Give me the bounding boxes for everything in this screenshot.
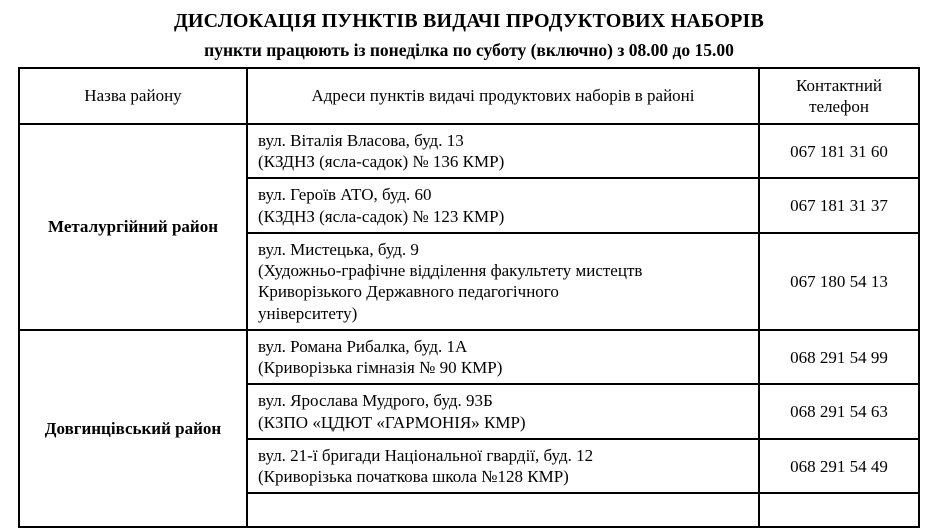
address-line: (Криворізька початкова школа №128 КМР): [258, 467, 569, 487]
address-line: вул. Романа Рибалка, буд. 1А: [258, 336, 468, 356]
document-page: [0, 4, 950, 497]
phone-cell: 067 181 31 37: [759, 178, 919, 233]
address-cell: [247, 384, 759, 439]
header-phone: [759, 68, 919, 124]
district-cell: Довгинцівський район: [19, 330, 247, 527]
header-phone-line1: Контактний: [795, 75, 883, 95]
address-line: (Художньо-графічне відділення факультету мистецтв: [258, 261, 643, 281]
phone-cell: 068 291 54 63: [759, 384, 919, 439]
address-cell: [247, 439, 759, 494]
distribution-points-table: [18, 4, 920, 528]
title-main-text: ДИСЛОКАЦІЯ ПУНКТІВ ВИДАЧІ ПРОДУКТОВИХ НАБОРІВ: [173, 10, 765, 32]
address-cell: [247, 124, 759, 179]
document-title: [19, 4, 919, 68]
address-line: вул. 21-ї бригади Національної гвардії, буд. 12: [258, 445, 594, 465]
phone-cell: 068 291 54 99: [759, 330, 919, 385]
address-line: вул. Віталія Власова, буд. 13: [258, 130, 464, 150]
address-line: вул. Мистецька, буд. 9: [258, 239, 419, 259]
address-line: вул. Ярослава Мудрого, буд. 93Б: [258, 391, 493, 411]
address-line: (КЗПО «ЦДЮТ «ГАРМОНІЯ» КМР): [258, 412, 526, 432]
phone-cell: 067 181 31 60: [759, 124, 919, 179]
title-row: [19, 4, 919, 68]
address-line: університету): [258, 303, 358, 323]
address-cell: [247, 330, 759, 385]
header-address: Адреси пунктів видачі продуктових наборів в районі: [247, 68, 759, 124]
header-district: Назва району: [19, 68, 247, 124]
address-line: Криворізького Державного педагогічного: [258, 282, 559, 302]
address-cell: [247, 233, 759, 330]
address-line: (КЗДНЗ (ясла-садок) № 123 КМР): [258, 206, 505, 226]
address-line: (Криворізька гімназія № 90 КМР): [258, 358, 503, 378]
address-line: (КЗДНЗ (ясла-садок) № 136 КМР): [258, 152, 505, 172]
table-row: [19, 124, 919, 179]
address-cell: [247, 493, 759, 526]
address-line: вул. Героїв АТО, буд. 60: [258, 185, 432, 205]
header-phone-line2: телефон: [809, 96, 869, 116]
phone-cell: 067 180 54 13: [759, 233, 919, 330]
title-sub-text: пункти працюють із понеділка по суботу (включно) з 08.00 до 15.00: [204, 40, 734, 60]
phone-cell: 068 291 54 49: [759, 439, 919, 494]
district-cell: Металургійний район: [19, 124, 247, 330]
table-header-row: [19, 68, 919, 124]
phone-cell: [759, 493, 919, 526]
table-row: [19, 330, 919, 385]
address-cell: [247, 178, 759, 233]
